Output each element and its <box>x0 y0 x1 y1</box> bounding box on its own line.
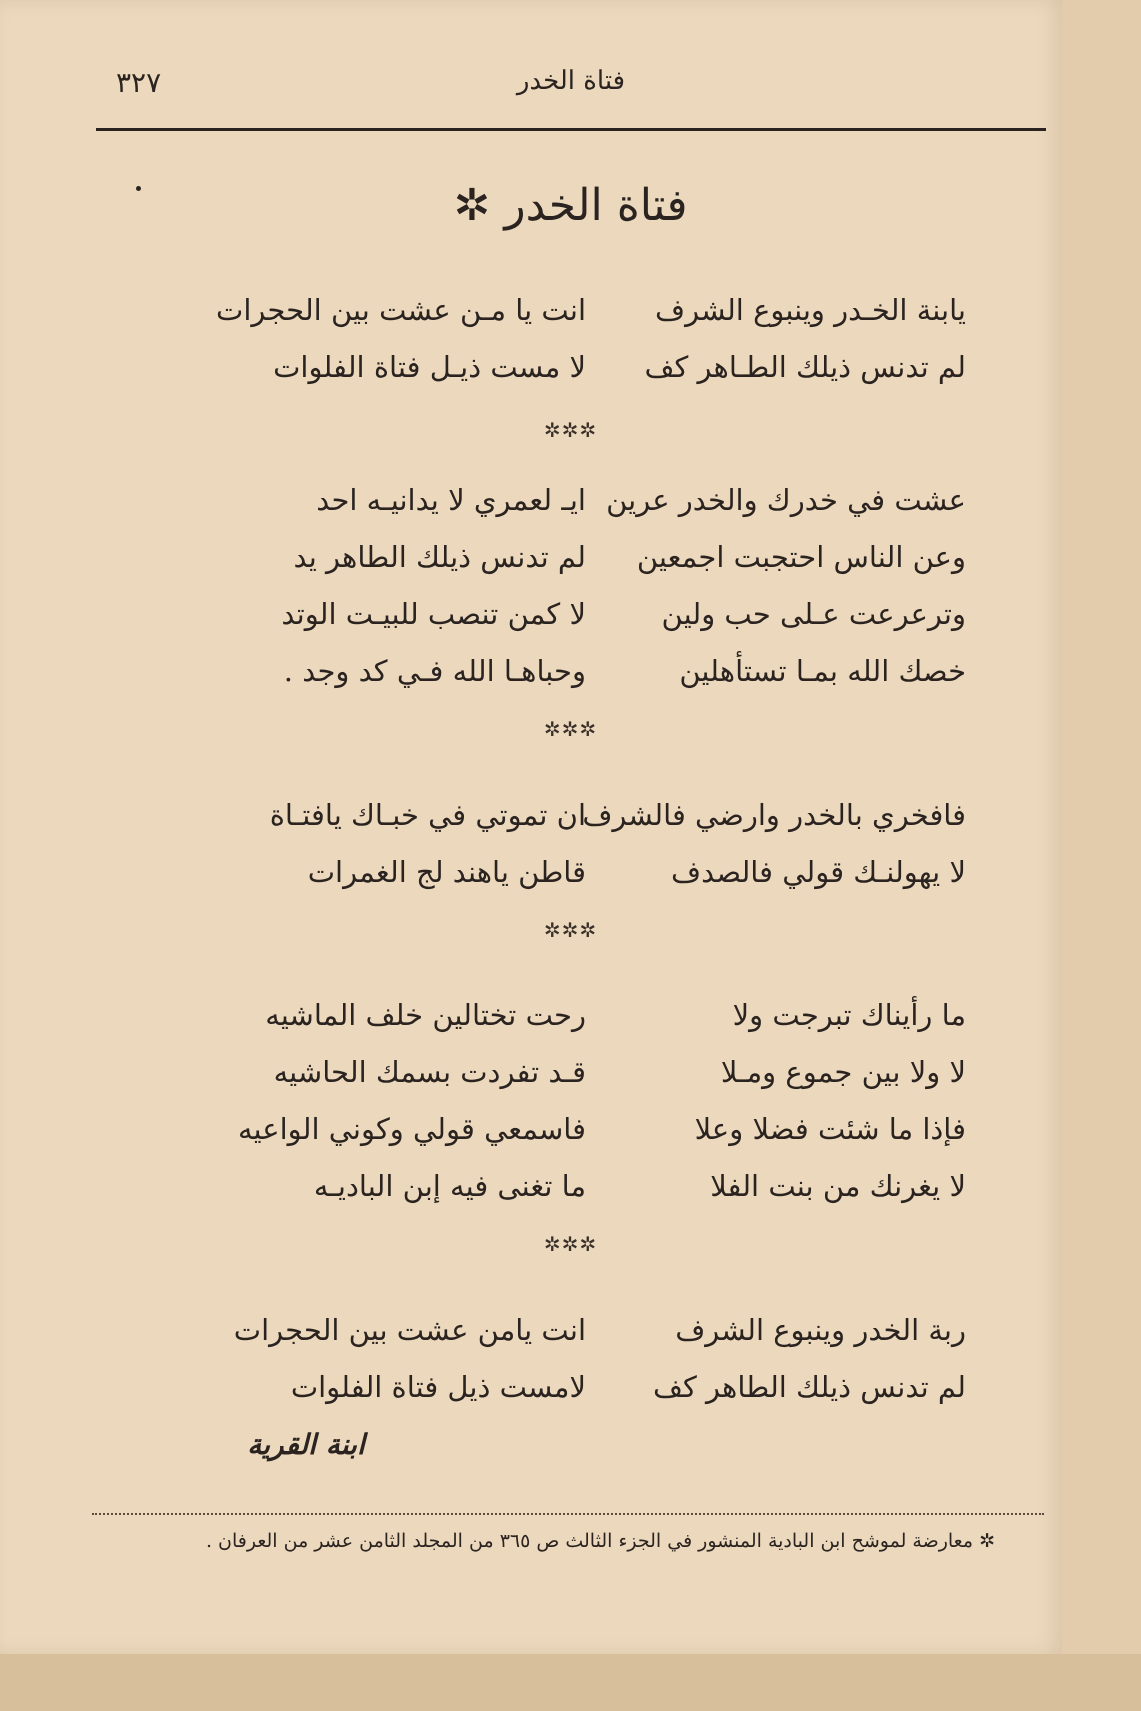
first-hemistich: لم تدنس ذيلك الطـاهر كف <box>644 350 966 384</box>
verse-line <box>96 852 1046 909</box>
first-hemistich: لا يغرنك من بنت الفلا <box>710 1169 966 1203</box>
verse-line <box>96 537 1046 594</box>
first-hemistich: وترعرعت عـلى حب ولين <box>661 597 966 631</box>
stanza-separator: ✲✲✲ <box>543 918 598 942</box>
verse-line <box>96 480 1046 537</box>
second-hemistich: ايـ لعمري لا يدانيـه احد <box>316 483 586 517</box>
second-hemistich: فاسمعي قولي وكوني الواعيه <box>238 1112 586 1146</box>
verse-line <box>96 1166 1046 1223</box>
first-hemistich: فإذا ما شئت فضلا وعلا <box>694 1112 966 1146</box>
running-title: فتاة الخدر <box>516 66 626 96</box>
verse-line <box>96 1109 1046 1166</box>
page-number: ٣٢٧ <box>116 66 162 99</box>
stanza-separator: ✲✲✲ <box>543 717 598 741</box>
second-hemistich: ما تغنى فيه إبن الباديـه <box>313 1169 586 1203</box>
footnote: ✲ معارضة لموشح ابن البادية المنشور في الجزء الثالث ص ٣٦٥ من المجلد الثامن عشر من العرفان . <box>205 1530 995 1552</box>
verse-line <box>96 1367 1046 1424</box>
header-rule <box>96 128 1046 131</box>
second-hemistich: رحت تختالين خلف الماشيه <box>265 998 586 1032</box>
first-hemistich: لا يهولنـك قولي فالصدف <box>671 855 966 889</box>
second-hemistich: قـد تفردت بسمك الحاشيه <box>273 1055 586 1089</box>
page-margin-right <box>1062 0 1141 1654</box>
second-hemistich: انت يامن عشت بين الحجرات <box>233 1313 586 1347</box>
stanza-4 <box>96 995 1046 1223</box>
verse-line <box>96 1310 1046 1367</box>
verse-line <box>96 1052 1046 1109</box>
verse-line <box>96 795 1046 852</box>
second-hemistich: قاطن ياهند لج الغمرات <box>307 855 586 889</box>
stanza-separator: ✲✲✲ <box>543 1232 598 1256</box>
poem-title: فتاة الخدر ✲ <box>453 180 688 231</box>
first-hemistich: لم تدنس ذيلك الطاهر كف <box>652 1370 966 1404</box>
first-hemistich: لا ولا بين جموع ومـلا <box>720 1055 966 1089</box>
stanza-separator: ✲✲✲ <box>543 418 598 442</box>
second-hemistich: لامست ذيل فتاة الفلوات <box>290 1370 586 1404</box>
stanza-1 <box>96 290 1046 404</box>
stanza-2 <box>96 480 1046 708</box>
verse-line <box>96 651 1046 708</box>
second-hemistich: لا كمن تنصب للبيـت الوتد <box>281 597 586 631</box>
first-hemistich: يابنة الخـدر وينبوع الشرف <box>655 293 966 327</box>
verse-line <box>96 594 1046 651</box>
second-hemistich: لا مست ذيـل فتاة الفلوات <box>273 350 586 384</box>
footnote-divider <box>92 1513 1044 1515</box>
verse-line <box>96 290 1046 347</box>
first-hemistich: ما رأيناك تبرجت ولا <box>732 998 966 1032</box>
second-hemistich: ان تموتي في خبـاك يافتـاة <box>269 798 586 832</box>
page-margin-bottom <box>0 1654 1141 1711</box>
first-hemistich: فافخري بالخدر وارضي فالشرف <box>582 798 966 832</box>
second-hemistich: وحباهـا الله فـي كد وجد . <box>283 654 586 688</box>
second-hemistich: لم تدنس ذيلك الطاهر يد <box>293 540 586 574</box>
second-hemistich: انت يا مـن عشت بين الحجرات <box>216 293 586 327</box>
first-hemistich: ربة الخدر وينبوع الشرف <box>675 1313 966 1347</box>
first-hemistich: وعن الناس احتجبت اجمعين <box>636 540 966 574</box>
stanza-3 <box>96 795 1046 909</box>
page-header <box>96 60 1046 110</box>
verse-line <box>96 347 1046 404</box>
first-hemistich: عشت في خدرك والخدر عرين <box>606 483 966 517</box>
first-hemistich: خصك الله بمـا تستأهلين <box>679 654 966 688</box>
author-signature: ابنة القرية <box>247 1428 365 1461</box>
verse-line <box>96 995 1046 1052</box>
stanza-5 <box>96 1310 1046 1424</box>
